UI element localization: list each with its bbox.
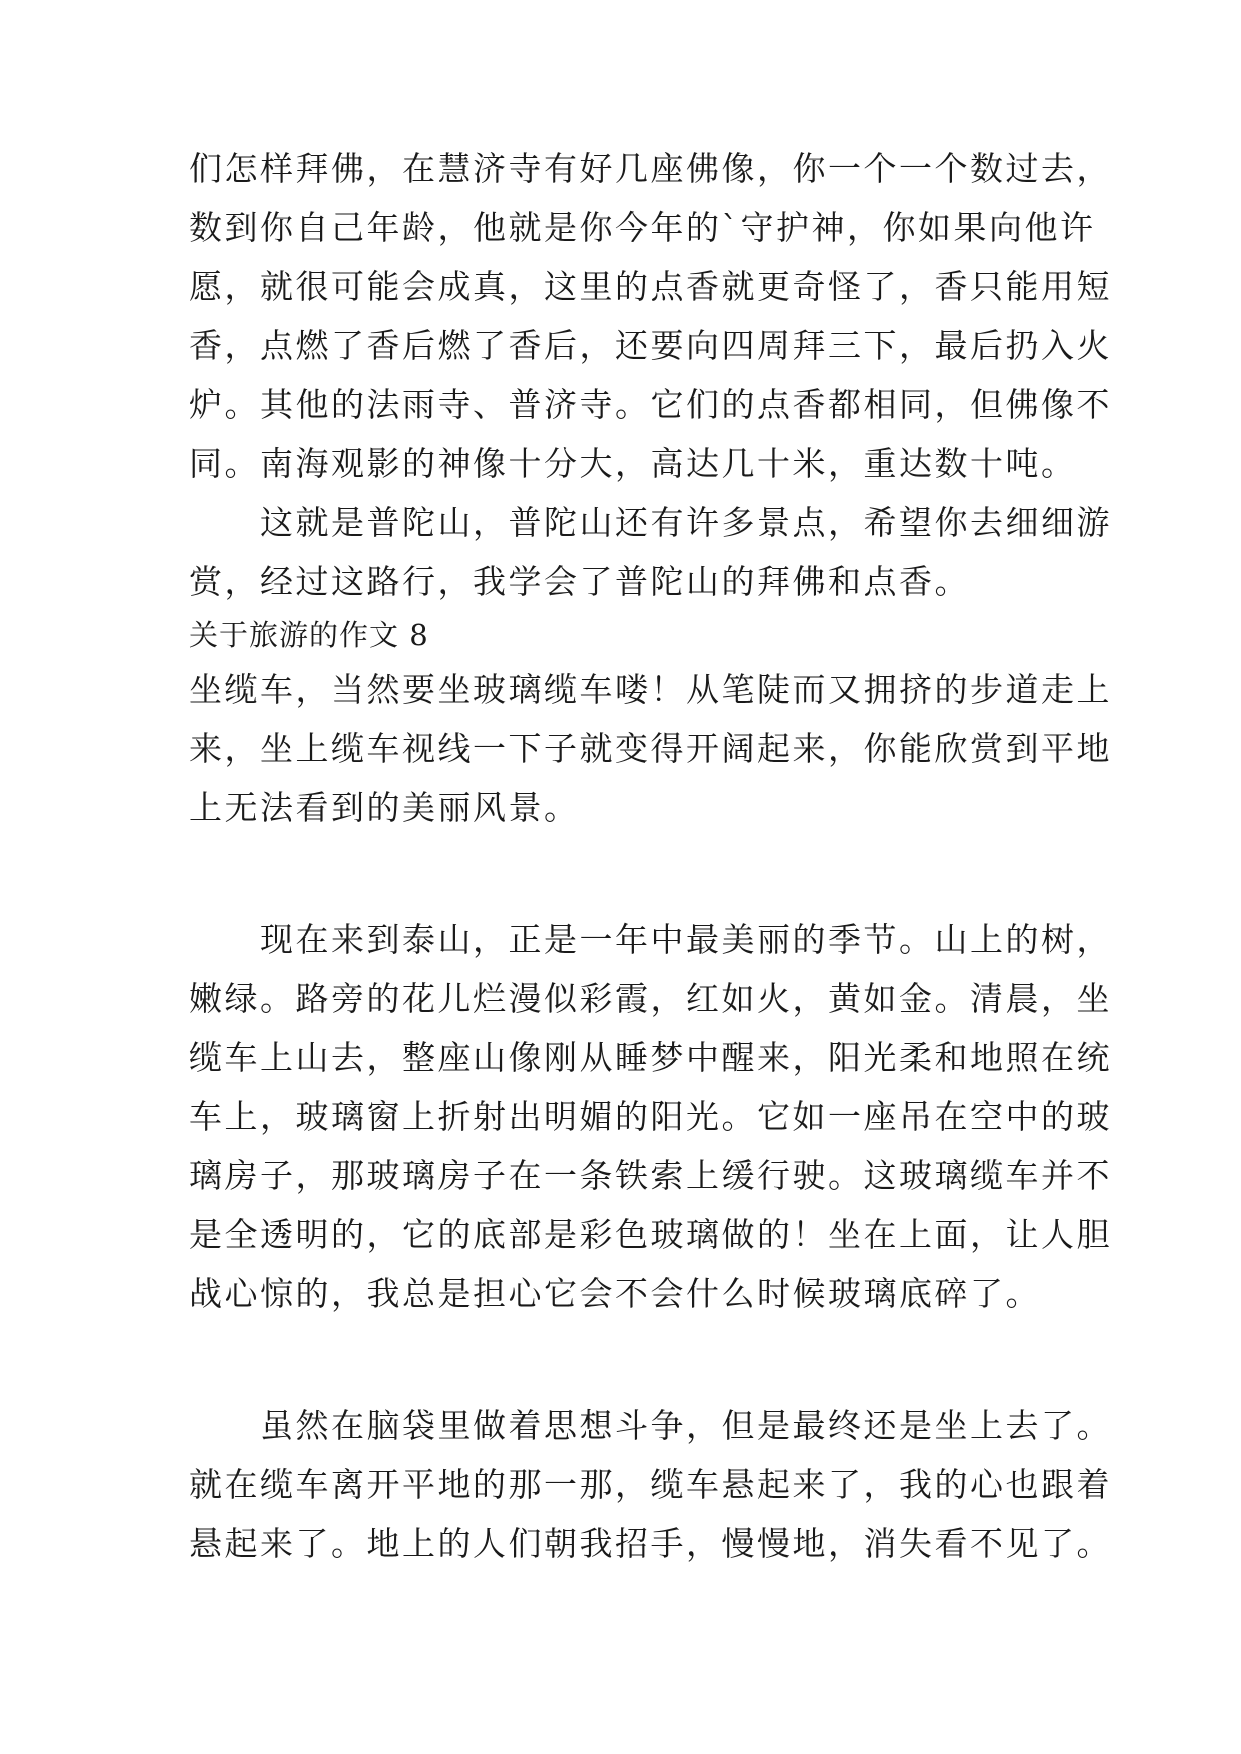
text-line: 坐缆车，当然要坐玻璃缆车喽！从笔陡而又拥挤的步道走上 [189, 670, 1112, 709]
text-line: 香，点燃了香后燃了香后，还要向四周拜三下，最后扔入火 [189, 326, 1112, 365]
text-line: 虽然在脑袋里做着思想斗争，但是最终还是坐上去了。 [189, 1406, 1112, 1445]
text-line: 车上，玻璃窗上折射出明媚的阳光。它如一座吊在空中的玻 [189, 1097, 1112, 1136]
text-line: 赏，经过这路行，我学会了普陀山的拜佛和点香。 [189, 562, 970, 601]
text-line: 是全透明的，它的底部是彩色玻璃做的！坐在上面，让人胆 [189, 1215, 1112, 1254]
text-line: 嫩绿。路旁的花儿烂漫似彩霞，红如火，黄如金。清晨，坐 [189, 979, 1112, 1018]
text-line: 愿，就很可能会成真，这里的点香就更奇怪了，香只能用短 [189, 267, 1112, 306]
text-line: 炉。其他的法雨寺、普济寺。它们的点香都相同，但佛像不 [189, 385, 1112, 424]
text-line: 悬起来了。地上的人们朝我招手，慢慢地，消失看不见了。 [189, 1524, 1112, 1563]
text-line: 同。南海观影的神像十分大，高达几十米，重达数十吨。 [189, 444, 1077, 483]
text-line: 数到你自己年龄，他就是你今年的`守护神，你如果向他许 [189, 208, 1096, 247]
text-line: 缆车上山去，整座山像刚从睡梦中醒来，阳光柔和地照在统 [189, 1038, 1112, 1077]
text-line: 现在来到泰山，正是一年中最美丽的季节。山上的树， [189, 920, 1112, 959]
text-line: 们怎样拜佛，在慧济寺有好几座佛像，你一个一个数过去， [189, 149, 1112, 188]
text-line: 来，坐上缆车视线一下子就变得开阔起来，你能欣赏到平地 [189, 729, 1112, 768]
section-heading: 关于旅游的作文 8 [189, 618, 429, 652]
text-line: 璃房子，那玻璃房子在一条铁索上缓行驶。这玻璃缆车并不 [189, 1156, 1112, 1195]
text-line: 这就是普陀山，普陀山还有许多景点，希望你去细细游 [189, 503, 1112, 542]
text-line: 上无法看到的美丽风景。 [189, 788, 580, 827]
text-line: 战心惊的，我总是担心它会不会什么时候玻璃底碎了。 [189, 1274, 1041, 1313]
text-line: 就在缆车离开平地的那一那，缆车悬起来了，我的心也跟着 [189, 1465, 1112, 1504]
